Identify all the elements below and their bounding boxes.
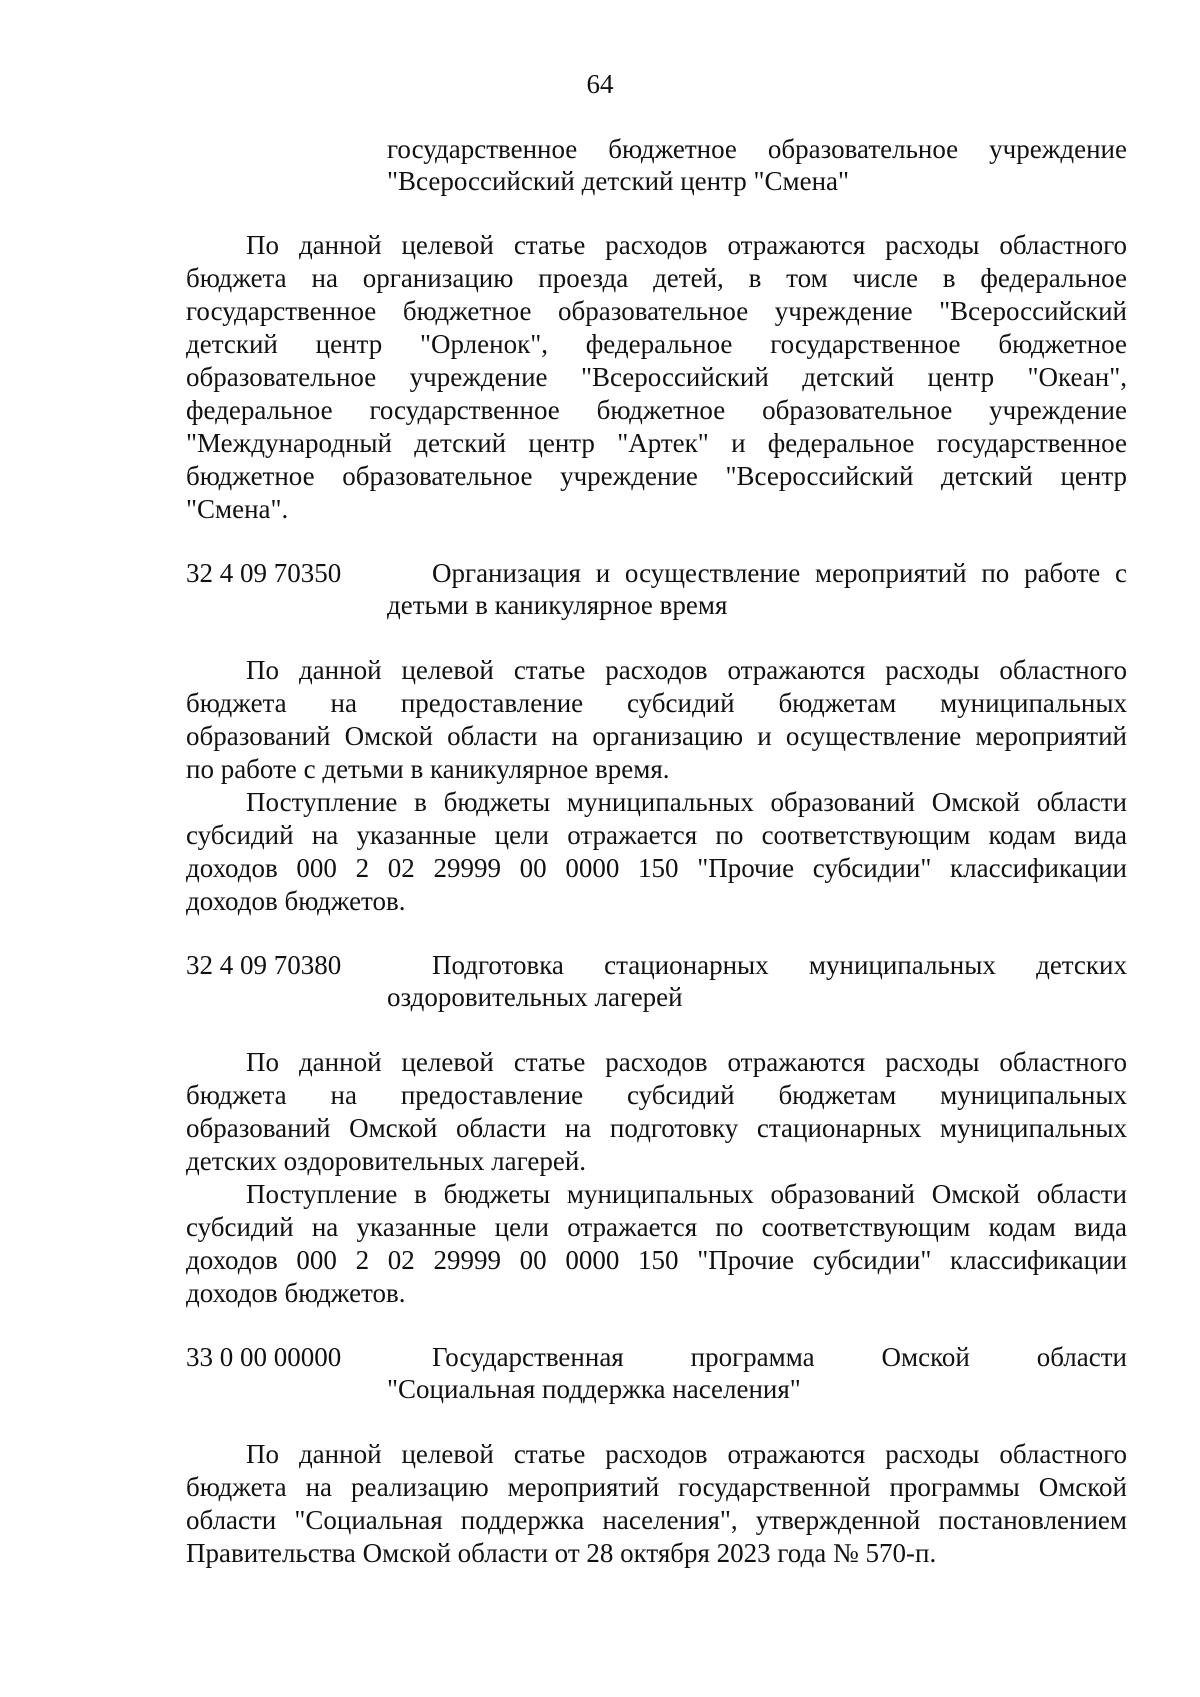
text-line: субсидий на указанные цели отражается по соответствующим кодам вида: [186, 1212, 1127, 1242]
classification-code: 32 4 09 70350: [186, 558, 342, 588]
text-line: Правительства Омской области от 28 октября 2023 года № 570-п.: [186, 1538, 937, 1568]
text-line: детских оздоровительных лагерей.: [186, 1146, 587, 1176]
text-line: По данной целевой статье расходов отражаются расходы областного: [246, 655, 1127, 685]
text-line: Подготовка стационарных муниципальных детских: [432, 950, 1127, 980]
text-line: Организация и осуществление мероприятий по работе с: [432, 558, 1127, 588]
text-line: образований Омской области на организацию и осуществление мероприятий: [186, 721, 1127, 751]
text-line: доходов бюджетов.: [186, 1278, 406, 1308]
text-line: Поступление в бюджеты муниципальных образований Омской области: [246, 787, 1127, 817]
text-line: образовательное учреждение "Всероссийский детский центр "Океан",: [186, 362, 1127, 392]
text-line: государственное бюджетное образовательное учреждение "Всероссийский: [186, 296, 1127, 326]
text-line: федеральное государственное бюджетное образовательное учреждение: [186, 395, 1127, 425]
text-line: государственное бюджетное образовательное учреждение: [387, 134, 1127, 164]
text-line: "Международный детский центр "Артек" и федеральное государственное: [186, 428, 1127, 458]
text-line: бюджета на организацию проезда детей, в том числе в федеральное: [186, 263, 1127, 293]
text-line: "Смена".: [186, 494, 289, 524]
text-line: оздоровительных лагерей: [387, 982, 683, 1012]
text-line: субсидий на указанные цели отражается по соответствующим кодам вида: [186, 820, 1127, 850]
text-line: "Социальная поддержка населения": [387, 1374, 801, 1404]
page-number: 64: [586, 69, 614, 99]
text-line: бюджета на реализацию мероприятий государственной программы Омской: [186, 1472, 1127, 1502]
text-line: бюджетное образовательное учреждение "Всероссийский детский центр: [186, 461, 1127, 491]
text-line: бюджета на предоставление субсидий бюджетам муниципальных: [186, 1080, 1127, 1110]
text-line: доходов бюджетов.: [186, 886, 406, 916]
text-line: доходов 000 2 02 29999 00 0000 150 "Прочие субсидии" классификации: [186, 853, 1127, 883]
text-line: Поступление в бюджеты муниципальных образований Омской области: [246, 1179, 1127, 1209]
text-line: "Всероссийский детский центр "Смена": [387, 166, 850, 196]
classification-code: 33 0 00 00000: [186, 1342, 342, 1372]
text-line: По данной целевой статье расходов отражаются расходы областного: [246, 230, 1127, 260]
classification-code: 32 4 09 70380: [186, 950, 342, 980]
text-line: По данной целевой статье расходов отражаются расходы областного: [246, 1439, 1127, 1469]
text-line: доходов 000 2 02 29999 00 0000 150 "Прочие субсидии" классификации: [186, 1245, 1127, 1275]
text-line: детский центр "Орленок", федеральное государственное бюджетное: [186, 329, 1127, 359]
text-line: Государственная программа Омской области: [432, 1342, 1127, 1372]
text-line: детьми в каникулярное время: [387, 590, 728, 620]
text-line: по работе с детьми в каникулярное время.: [186, 754, 670, 784]
text-line: бюджета на предоставление субсидий бюджетам муниципальных: [186, 688, 1127, 718]
text-line: По данной целевой статье расходов отражаются расходы областного: [246, 1047, 1127, 1077]
text-line: области "Социальная поддержка населения", утвержденной постановлением: [186, 1505, 1127, 1535]
text-line: образований Омской области на подготовку стационарных муниципальных: [186, 1113, 1127, 1143]
